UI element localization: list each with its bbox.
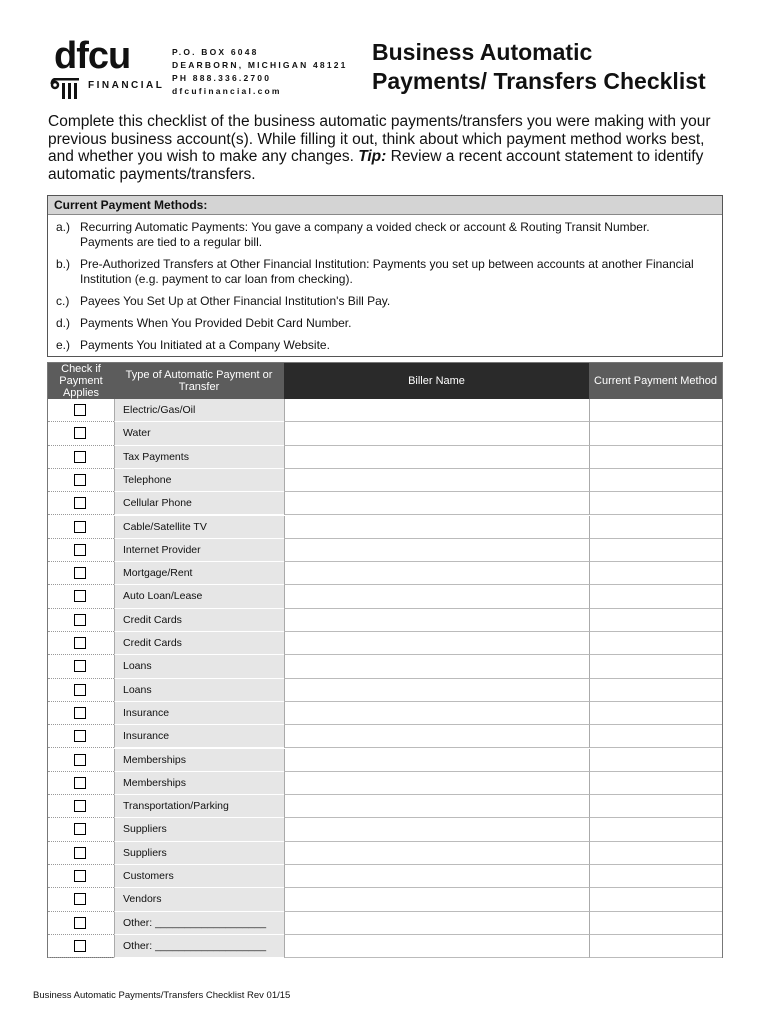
payment-method-field[interactable] [589,818,722,841]
biller-name-field[interactable] [284,516,589,539]
address-line: P.O. BOX 6048 [172,47,259,57]
intro-text: Complete this checklist of the business automatic payments/transfers you were making with your previous business account(s). While filling it out, think about which payment method works best, and whether you wish to make any changes. [48,113,711,165]
biller-name-field[interactable] [284,725,589,748]
applies-checkbox[interactable] [74,800,86,812]
check-cell [48,562,114,585]
biller-name-field[interactable] [284,399,589,422]
applies-checkbox[interactable] [74,707,86,719]
payment-method-field[interactable] [589,865,722,888]
table-row [48,795,722,818]
biller-name-field[interactable] [284,446,589,469]
payment-method-field[interactable] [589,912,722,935]
biller-name-field[interactable] [284,492,589,515]
payment-type-cell: Other: ___________________ [114,935,284,958]
method-text: Recurring Automatic Payments: You gave a company a voided check or account & Routing Transit Number. Payments are tied to a regular bill. [80,220,650,249]
check-cell [48,818,114,841]
method-item [56,257,700,287]
biller-name-field[interactable] [284,562,589,585]
check-cell [48,609,114,632]
table-row [48,772,722,795]
applies-checkbox[interactable] [74,637,86,649]
payment-type-cell: Credit Cards [114,609,284,632]
logo-wordmark: dfcu [54,35,131,77]
payment-method-field[interactable] [589,749,722,772]
intro-text-tip: Review a recent account statement to identify automatic payments/transfers. [48,148,704,183]
title-line: Payments/ Transfers Checklist [372,68,706,94]
payment-method-field[interactable] [589,632,722,655]
method-letter: a.) [56,220,71,234]
payment-method-field[interactable] [589,492,722,515]
payment-type-cell: Suppliers [114,842,284,865]
payment-method-field[interactable] [589,469,722,492]
biller-name-field[interactable] [284,679,589,702]
check-cell [48,888,114,911]
check-cell [48,912,114,935]
biller-name-field[interactable] [284,772,589,795]
applies-checkbox[interactable] [74,404,86,416]
biller-name-field[interactable] [284,935,589,958]
payment-type-cell: Insurance [114,702,284,725]
payment-type-cell: Mortgage/Rent [114,562,284,585]
payment-method-field[interactable] [589,539,722,562]
checklist-table [47,362,723,958]
applies-checkbox[interactable] [74,451,86,463]
check-cell [48,655,114,678]
payment-type-cell: Internet Provider [114,539,284,562]
method-text: Payments You Initiated at a Company Website. [80,338,330,352]
method-letter: e.) [56,338,71,352]
payment-type-cell: Credit Cards [114,632,284,655]
tip-label: Tip: [358,148,387,165]
table-row [48,632,722,655]
check-cell [48,539,114,562]
table-row [48,888,722,911]
table-row [48,422,722,445]
biller-name-field[interactable] [284,539,589,562]
table-row [48,725,722,748]
method-item [56,220,700,250]
address-line: PH 888.336.2700 [172,73,272,83]
payment-method-field[interactable] [589,772,722,795]
payment-method-field[interactable] [589,655,722,678]
header-check: Check if Payment Applies [48,363,114,399]
payment-method-field[interactable] [589,935,722,958]
applies-checkbox[interactable] [74,474,86,486]
applies-checkbox[interactable] [74,521,86,533]
method-text: Payments When You Provided Debit Card Number. [80,316,352,330]
biller-name-field[interactable] [284,469,589,492]
columns-logo-icon [50,78,82,100]
payment-type-cell: Cellular Phone [114,492,284,515]
biller-name-field[interactable] [284,888,589,911]
biller-name-field[interactable] [284,749,589,772]
check-cell [48,679,114,702]
payment-method-field[interactable] [589,422,722,445]
payment-type-cell: Water [114,422,284,445]
applies-checkbox[interactable] [74,567,86,579]
check-cell [48,632,114,655]
payment-type-cell: Auto Loan/Lease [114,585,284,608]
method-letter: c.) [56,294,70,308]
check-cell [48,446,114,469]
method-item [56,316,351,331]
check-cell [48,422,114,445]
applies-checkbox[interactable] [74,893,86,905]
applies-checkbox[interactable] [74,497,86,509]
check-cell [48,585,114,608]
check-cell [48,935,114,958]
payment-method-field[interactable] [589,562,722,585]
table-row [48,516,722,539]
payment-method-field[interactable] [589,516,722,539]
table-row [48,935,722,958]
biller-name-field[interactable] [284,585,589,608]
table-row [48,539,722,562]
check-cell [48,772,114,795]
address-block [172,46,348,98]
applies-checkbox[interactable] [74,684,86,696]
payment-type-cell: Loans [114,679,284,702]
biller-name-field[interactable] [284,655,589,678]
check-cell [48,865,114,888]
applies-checkbox[interactable] [74,823,86,835]
header-type: Type of Automatic Payment or Transfer [114,363,284,399]
applies-checkbox[interactable] [74,917,86,929]
applies-checkbox[interactable] [74,730,86,742]
payment-type-cell: Electric/Gas/Oil [114,399,284,422]
table-row [48,749,722,772]
check-cell [48,842,114,865]
payment-type-cell: Insurance [114,725,284,748]
payment-method-field[interactable] [589,725,722,748]
check-cell [48,702,114,725]
biller-name-field[interactable] [284,632,589,655]
applies-checkbox[interactable] [74,660,86,672]
table-row [48,679,722,702]
table-row [48,585,722,608]
payment-method-field[interactable] [589,888,722,911]
table-row [48,702,722,725]
page-title [372,38,706,96]
biller-name-field[interactable] [284,818,589,841]
table-row [48,842,722,865]
header-biller: Biller Name [284,363,589,399]
check-cell [48,795,114,818]
biller-name-field[interactable] [284,912,589,935]
table-row [48,469,722,492]
applies-checkbox[interactable] [74,754,86,766]
payment-type-cell: Telephone [114,469,284,492]
payment-method-field[interactable] [589,609,722,632]
address-line: DEARBORN, MICHIGAN 48121 [172,60,348,70]
payment-type-cell: Transportation/Parking [114,795,284,818]
biller-name-field[interactable] [284,842,589,865]
table-row [48,655,722,678]
payment-method-field[interactable] [589,679,722,702]
payment-type-cell: Memberships [114,749,284,772]
applies-checkbox[interactable] [74,777,86,789]
payment-type-cell: Suppliers [114,818,284,841]
payment-type-cell: Cable/Satellite TV [114,516,284,539]
title-line: Business Automatic [372,39,593,65]
table-row [48,818,722,841]
check-cell [48,399,114,422]
check-cell [48,516,114,539]
biller-name-field[interactable] [284,422,589,445]
biller-name-field[interactable] [284,609,589,632]
check-cell [48,725,114,748]
payment-methods-box [47,195,723,357]
payment-method-field[interactable] [589,842,722,865]
applies-checkbox[interactable] [74,940,86,952]
intro-paragraph [48,113,728,183]
table-row [48,609,722,632]
payment-methods-heading: Current Payment Methods: [48,196,722,215]
method-letter: b.) [56,257,71,271]
method-text: Payees You Set Up at Other Financial Institution's Bill Pay. [80,294,391,308]
table-row [48,865,722,888]
payment-method-field[interactable] [589,795,722,818]
check-cell [48,469,114,492]
biller-name-field[interactable] [284,795,589,818]
applies-checkbox[interactable] [74,870,86,882]
payment-method-field[interactable] [589,399,722,422]
footer-text: Business Automatic Payments/Transfers Checklist Rev 01/15 [33,990,291,1001]
check-cell [48,492,114,515]
payment-type-cell: Other: ___________________ [114,912,284,935]
table-row [48,912,722,935]
check-cell [48,749,114,772]
payment-type-cell: Vendors [114,888,284,911]
method-item [56,338,330,353]
header-method: Current Payment Method [589,363,722,399]
applies-checkbox[interactable] [74,544,86,556]
table-row [48,492,722,515]
method-text: Pre-Authorized Transfers at Other Financial Institution: Payments you set up between accounts at another Financial Institution (e.g. payment to car loan from checking). [80,257,694,286]
method-letter: d.) [56,316,71,330]
payment-method-field[interactable] [589,702,722,725]
dfcu-logo [48,35,165,100]
payment-type-cell: Loans [114,655,284,678]
payment-type-cell: Memberships [114,772,284,795]
payment-method-field[interactable] [589,446,722,469]
table-row [48,399,722,422]
applies-checkbox[interactable] [74,427,86,439]
method-item [56,294,390,309]
biller-name-field[interactable] [284,702,589,725]
address-line: dfcufinancial.com [172,86,282,96]
payment-type-cell: Customers [114,865,284,888]
biller-name-field[interactable] [284,865,589,888]
payment-method-field[interactable] [589,585,722,608]
table-row [48,562,722,585]
applies-checkbox[interactable] [74,614,86,626]
applies-checkbox[interactable] [74,590,86,602]
table-row [48,446,722,469]
applies-checkbox[interactable] [74,847,86,859]
payment-type-cell: Tax Payments [114,446,284,469]
logo-subtitle: FINANCIAL [88,80,165,91]
